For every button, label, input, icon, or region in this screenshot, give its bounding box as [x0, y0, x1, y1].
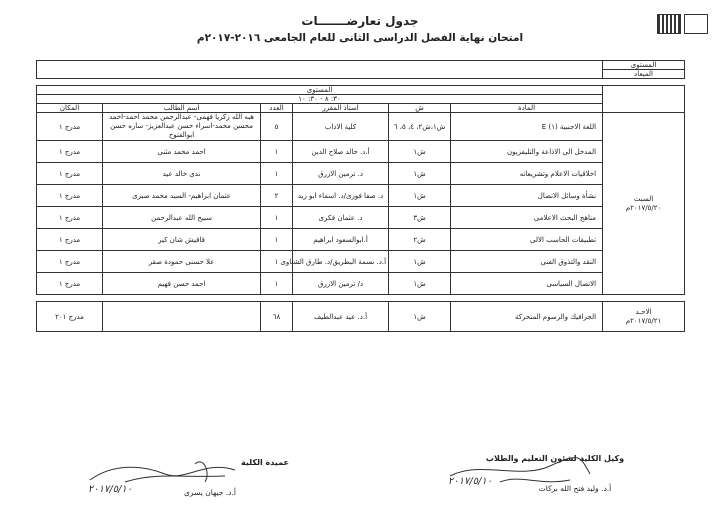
- col-count: العدد: [261, 104, 293, 113]
- subject-cell: النقد والتذوق الفنى: [451, 251, 603, 273]
- level-cell: ش٣: [389, 207, 451, 229]
- day-date: ٢٠١٧/٥/٢٠م: [625, 203, 662, 212]
- teacher-cell: أ.د. عيد عبدالطيف: [293, 302, 389, 332]
- conflicts-table: [36, 60, 685, 332]
- subject-cell: نشأة وسائل الاتصال: [451, 185, 603, 207]
- subject-cell: اخلاقيات الاعلام وتشريعاته: [451, 163, 603, 185]
- place-cell: مدرج ١: [37, 251, 103, 273]
- students-cell: ندى خالد عيد: [103, 163, 261, 185]
- place-cell: مدرج ١: [37, 113, 103, 141]
- teacher-cell: أ.د. خالد صلاح الدين: [293, 141, 389, 163]
- page-subtitle: امتحان نهاية الفصل الدراسى الثانى للعام الجامعى ٢٠١٦-٢٠١٧م: [196, 32, 524, 44]
- table-row: [37, 207, 685, 229]
- time-slot: ٣٠: ٨ - ٣٠: ١٠: [37, 95, 603, 104]
- count-cell: ١: [261, 229, 293, 251]
- count-cell: ١: [261, 207, 293, 229]
- day-cell: [603, 302, 685, 332]
- students-cell: احمد محمد مثنى: [103, 141, 261, 163]
- students-cell: [103, 302, 261, 332]
- day-name: الاحـد: [635, 307, 652, 316]
- count-cell: ٦٨: [261, 302, 293, 332]
- teacher-cell: د/ ترمين الازرق: [293, 273, 389, 295]
- dean-signature-icon: [85, 452, 265, 502]
- count-cell: ٢: [261, 185, 293, 207]
- level-cell: ش١،ش٢، ٤، ٥، ٦: [389, 113, 451, 141]
- col-place: المكان: [37, 104, 103, 113]
- place-cell: مدرج ١: [37, 163, 103, 185]
- vice-dean-handwritten-date: ٢٠١٧/٥/١٠: [447, 476, 493, 487]
- table-row: [37, 141, 685, 163]
- col-level: ش: [389, 104, 451, 113]
- dean-role: عميدة الكلية: [240, 458, 289, 467]
- place-cell: مدرج ١: [37, 207, 103, 229]
- students-cell: علا حسنى حمودة صقر: [103, 251, 261, 273]
- level-inner-label: المستوى: [37, 86, 603, 95]
- subject-cell: الجرافيك والرسوم المتحركة: [451, 302, 603, 332]
- level-cell: ش١: [389, 185, 451, 207]
- students-cell: سبيح الله عبدالرحمن: [103, 207, 261, 229]
- students-cell: هبه الله زكريا فهمى- عبدالرحمن محمد احمد-احمد محسن محمد-اسراء حسن عبدالعزيز- ساره حسن ابوالفتوح: [103, 113, 261, 141]
- vice-dean-signature-icon: [440, 446, 600, 496]
- count-cell: ١: [261, 251, 293, 273]
- students-cell: عثمان ابراهيم- السيد محمد صبرى: [103, 185, 261, 207]
- students-cell: احمد حسن فهيم: [103, 273, 261, 295]
- place-cell: مدرج ٢٠١: [37, 302, 103, 332]
- teacher-cell: أ.د. نسمة البطريق/د. طارق الشناوى: [293, 251, 389, 273]
- count-cell: ١: [261, 273, 293, 295]
- col-subject: المادة: [451, 104, 603, 113]
- place-cell: مدرج ١: [37, 229, 103, 251]
- teacher-cell: د. عثمان فكرى: [293, 207, 389, 229]
- subject-cell: الاتصال السياسى: [451, 273, 603, 295]
- level-cell: ش١: [389, 273, 451, 295]
- level-cell: ش٢: [389, 229, 451, 251]
- day-date: ٢٠١٧/٥/٢١م: [625, 316, 662, 325]
- students-cell: قاقيش شان كير: [103, 229, 261, 251]
- date-label: الميعاد: [603, 70, 685, 79]
- col-teacher: استاذ المقرر: [293, 104, 389, 113]
- subject-cell: المدخل الى الاذاعة والتليفزيون: [451, 141, 603, 163]
- page-title: جدول تعارضـــــــات: [301, 14, 419, 28]
- subject-cell: تطبيقات الحاسب الالى: [451, 229, 603, 251]
- count-cell: ١: [261, 163, 293, 185]
- place-cell: مدرج ١: [37, 141, 103, 163]
- table-row: [37, 251, 685, 273]
- day-cell: [603, 113, 685, 295]
- day-name: السبت: [633, 194, 654, 203]
- table-row: [37, 185, 685, 207]
- col-students: اسم الطالب: [103, 104, 261, 113]
- teacher-cell: د. ترمين الازرق: [293, 163, 389, 185]
- level-cell: ش١: [389, 163, 451, 185]
- teacher-cell: د. صفا فوزى/د. اسماء ابو زيد: [293, 185, 389, 207]
- level-cell: ش١: [389, 302, 451, 332]
- vice-dean-name: أ.د. وليد فتح الله بركات: [538, 484, 612, 493]
- dean-name: أ.د. جيهان يسرى: [184, 488, 236, 497]
- teacher-cell: كلية الاداب: [293, 113, 389, 141]
- table-row: [37, 273, 685, 295]
- table-row: [37, 302, 685, 332]
- teacher-cell: أ.ابوالسعود ابراهيم: [293, 229, 389, 251]
- table-row: [37, 163, 685, 185]
- level-cell: ش١: [389, 251, 451, 273]
- place-cell: مدرج ١: [37, 273, 103, 295]
- subject-cell: مناهج البحث الاعلامى: [451, 207, 603, 229]
- dean-handwritten-date: ٢٠١٧/٥/١٠: [87, 484, 133, 495]
- level-label: المستوى: [603, 61, 685, 70]
- level-cell: ش١: [389, 141, 451, 163]
- place-cell: مدرج ١: [37, 185, 103, 207]
- count-cell: ٥: [261, 113, 293, 141]
- table-row: [37, 229, 685, 251]
- table-row: [37, 113, 685, 141]
- subject-cell: اللغة الاجنبية (١) E: [451, 113, 603, 141]
- vice-dean-role: وكيل الكلية لشئون التعليم والطلاب: [485, 454, 625, 463]
- count-cell: ١: [261, 141, 293, 163]
